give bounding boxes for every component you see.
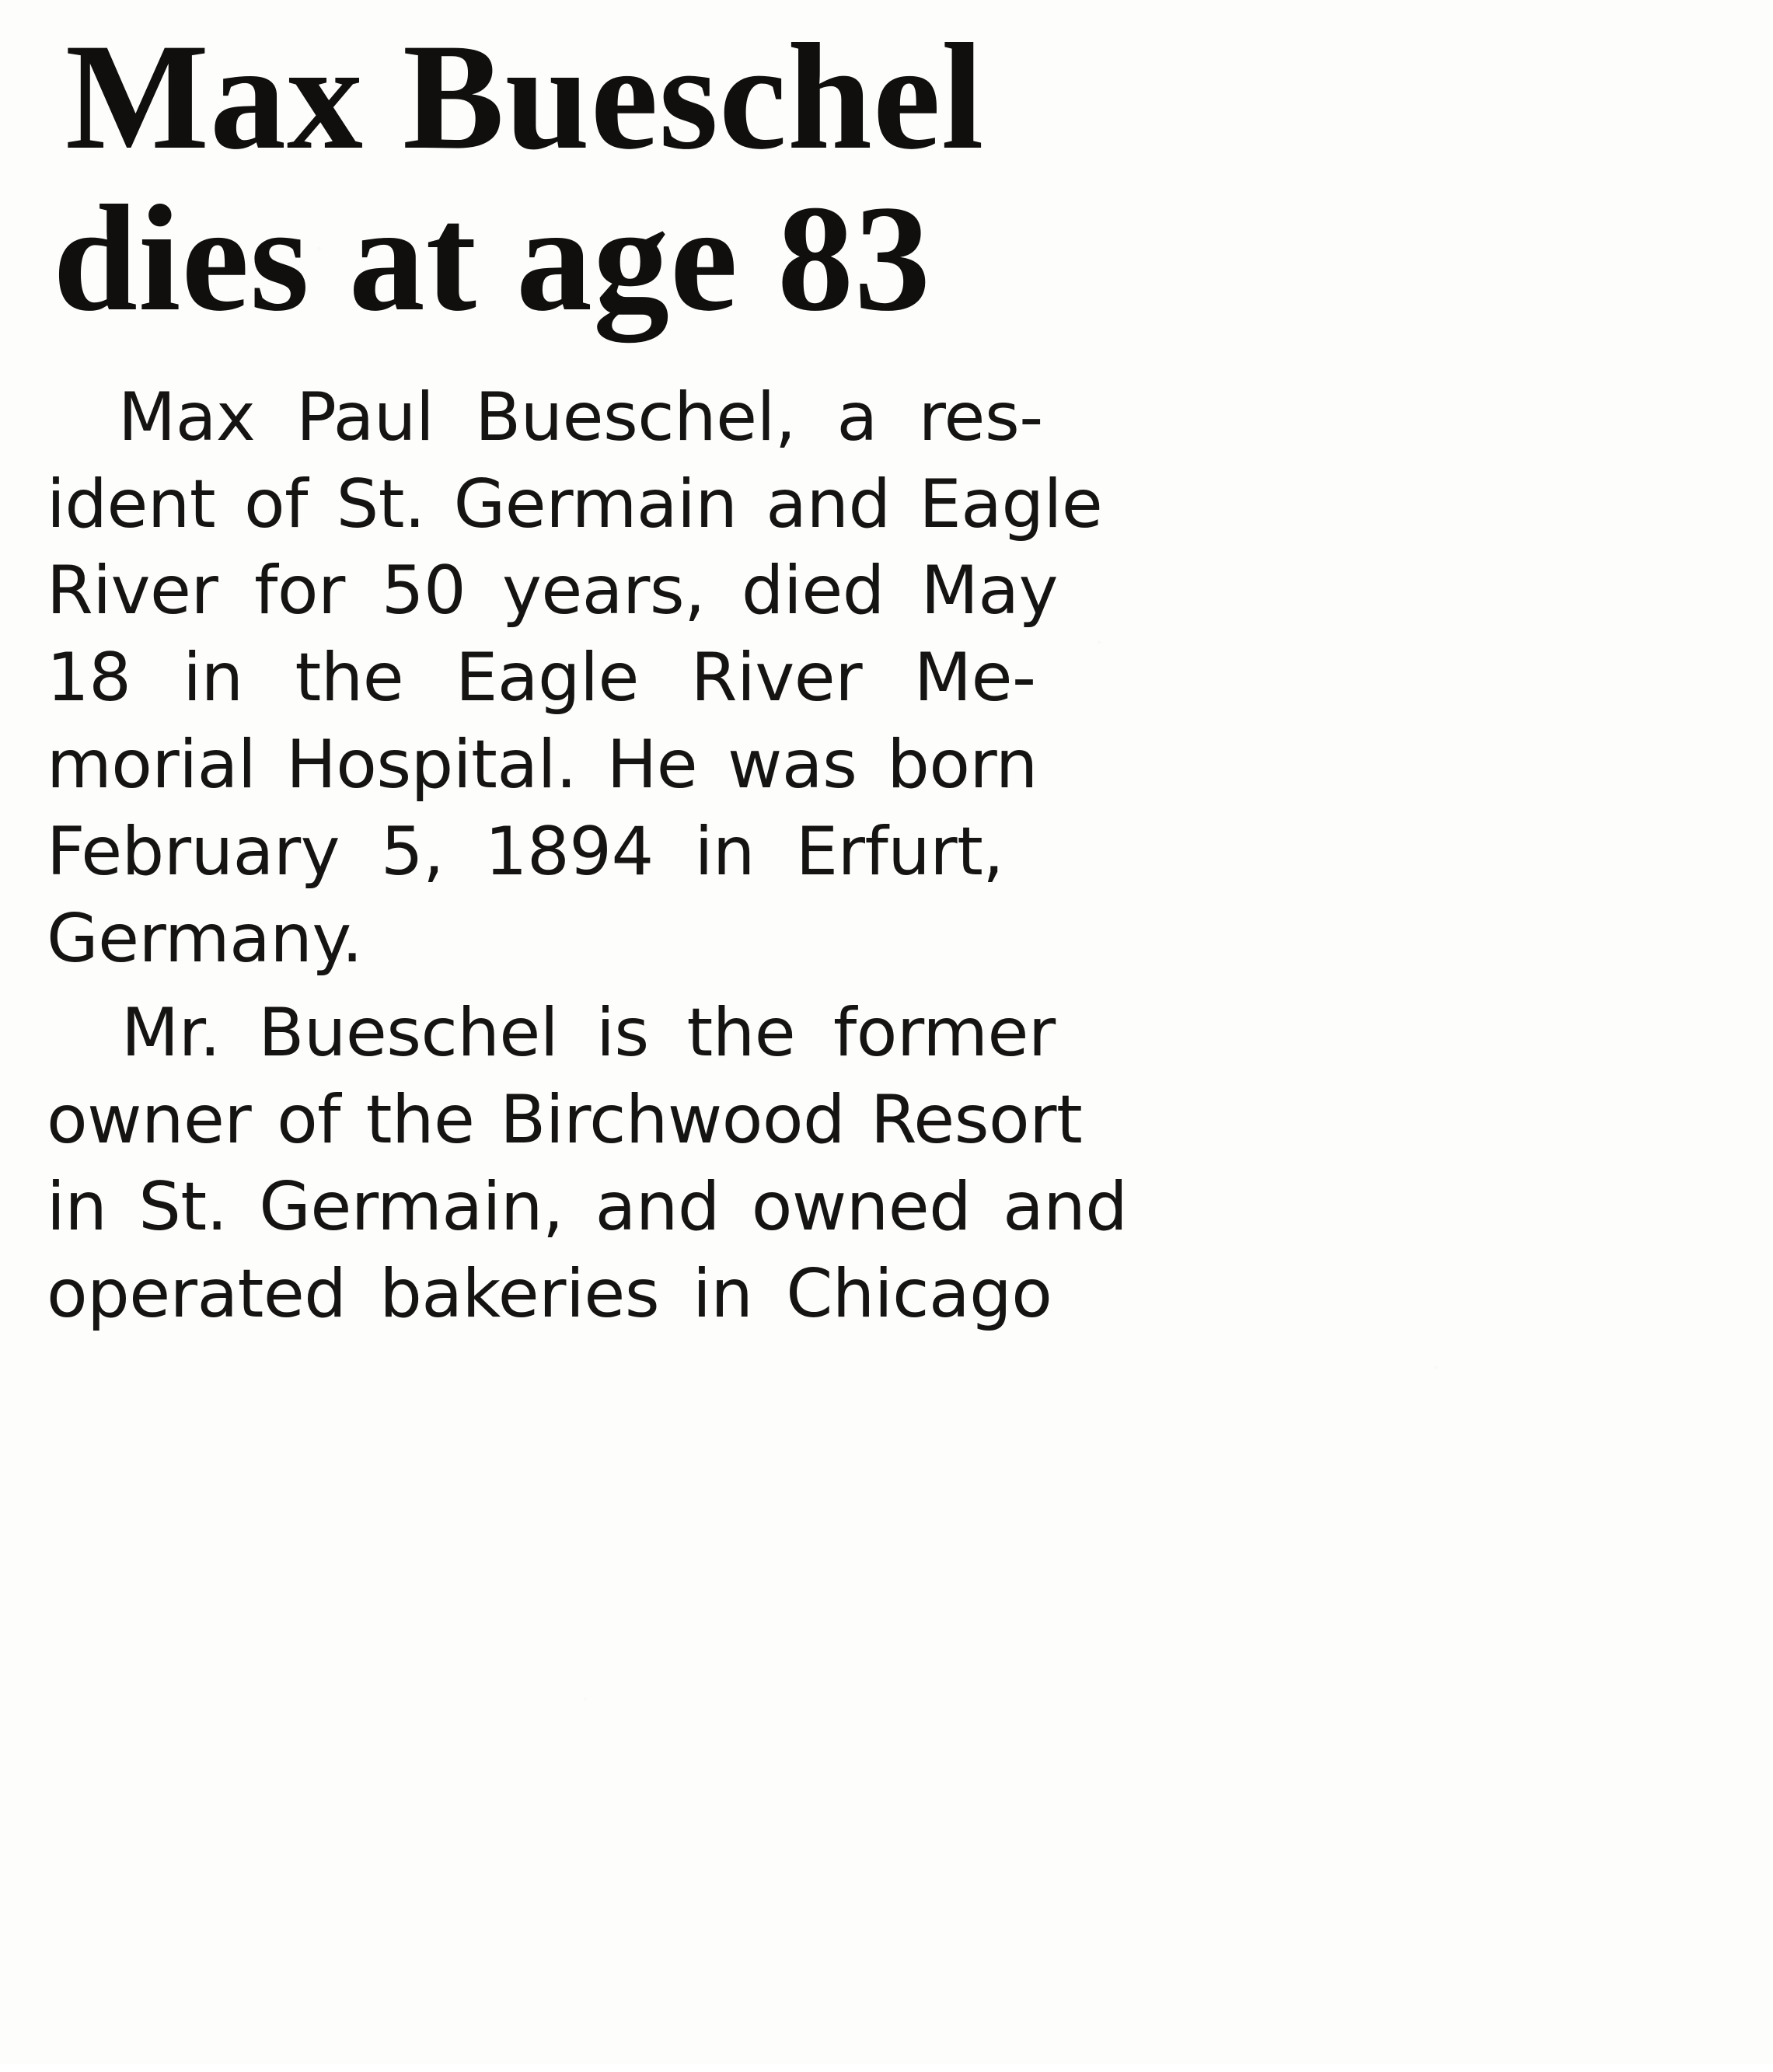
text-line: River for 50 years, died May: [47, 552, 1058, 630]
article-paragraph-2: [47, 990, 1726, 1338]
text-line: operated bakeries in Chicago: [47, 1254, 1052, 1333]
page-title: [47, 12, 1726, 343]
text-line: February 5, 1894 in Erfurt,: [47, 812, 1004, 891]
article-body: [47, 375, 1726, 1338]
headline-line-2: dies at age 83: [53, 173, 931, 343]
text-line: in St. Germain, and owned and: [47, 1167, 1128, 1246]
text-line: 18 in the Eagle River Me-: [47, 639, 1036, 717]
clipping-bottom-edge: [0, 2064, 1773, 2072]
text-line: Germany.: [47, 899, 363, 978]
clipping-content: [47, 12, 1726, 1338]
text-line: morial Hospital. He was born: [47, 725, 1038, 804]
text-line: ident of St. Germain and Eagle: [47, 465, 1103, 543]
text-line: owner of the Birchwood Resort: [47, 1081, 1083, 1160]
text-line: Max Paul Bueschel, a res-: [118, 378, 1043, 456]
headline-line-1: Max Bueschel: [65, 12, 985, 181]
text-line: Mr. Bueschel is the former: [121, 994, 1056, 1073]
article-paragraph-1: [47, 375, 1726, 983]
